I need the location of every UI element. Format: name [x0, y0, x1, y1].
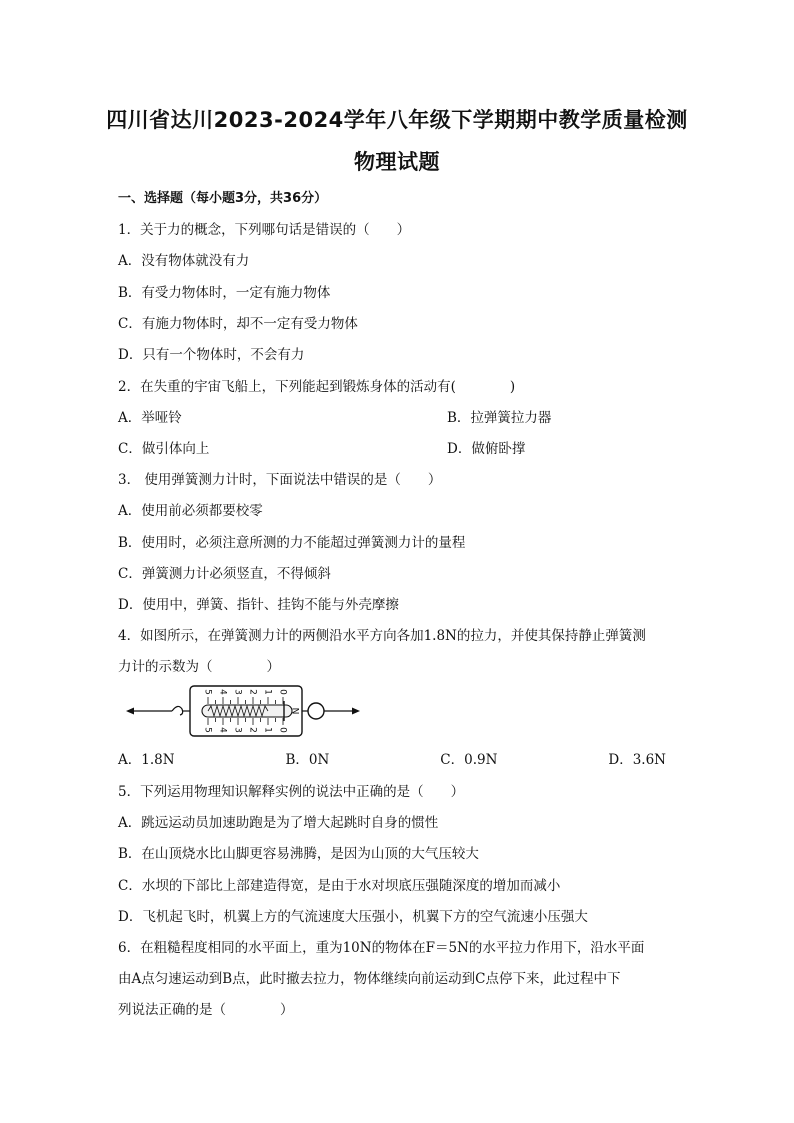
section-heading: 一、选择题（每小题3分，共36分）	[118, 191, 328, 206]
scale-label-bottom: 2	[247, 727, 258, 733]
question-5-option-b: B．在山顶烧水比山脚更容易沸腾，是因为山顶的大气压较大	[118, 846, 479, 862]
page-subtitle: 物理试题	[354, 150, 440, 174]
scale-label-top: 0	[277, 689, 288, 695]
scale-label-bottom: 4	[217, 727, 228, 733]
question-4-option-a: A．1.8N	[118, 752, 175, 768]
question-3-option-a: A．使用前必须都要校零	[118, 503, 263, 519]
question-1-option-c: C．有施力物体时，却不一定有受力物体	[118, 316, 358, 332]
scale-label-top: 5	[202, 689, 213, 695]
scale-label-top: 2	[247, 689, 258, 695]
question-4-stem-line2: 力计的示数为（ ）	[118, 659, 280, 675]
scale-label-top: 4	[217, 689, 228, 695]
question-2-option-d: D．做俯卧撑	[447, 441, 526, 457]
question-1-stem: 1．关于力的概念，下列哪句话是错误的（ ）	[118, 222, 411, 238]
question-3-option-b: B．使用时，必须注意所测的力不能超过弹簧测力计的量程	[118, 535, 466, 551]
scale-label-bottom: 1	[262, 727, 273, 733]
question-6-stem-line3: 列说法正确的是（ ）	[118, 1002, 294, 1018]
question-1-option-b: B．有受力物体时，一定有施力物体	[118, 285, 331, 301]
question-4-option-b: B．0N	[285, 752, 330, 768]
question-4-option-d: D．3.6N	[608, 752, 666, 768]
scale-label-bottom: 0	[277, 727, 288, 733]
question-5-stem: 5．下列运用物理知识解释实例的说法中正确的是（ ）	[118, 784, 465, 800]
question-1-option-d: D．只有一个物体时，不会有力	[118, 347, 305, 363]
question-5-option-c: C．水坝的下部比上部建造得宽，是由于水对坝底压强随深度的增加而减小	[118, 878, 561, 894]
hook-icon	[172, 706, 183, 715]
question-2-stem: 2．在失重的宇宙飞船上，下列能起到锻炼身体的活动有( )	[118, 379, 516, 395]
question-3-option-c: C．弹簧测力计必须竖直，不得倾斜	[118, 566, 331, 582]
scale-label-top: 1	[262, 689, 273, 695]
question-2-option-b: B．拉弹簧拉力器	[447, 410, 552, 426]
left-arrowhead-icon	[126, 708, 134, 715]
question-4-option-c: C．0.9N	[440, 752, 498, 768]
scale-label-bottom: 5	[202, 727, 213, 733]
question-2-option-a: A．举哑铃	[118, 410, 182, 426]
question-4-options	[118, 748, 666, 768]
question-6-stem-line1: 6．在粗糙程度相同的水平面上，重为10N的物体在F＝5N的水平拉力作用下，沿水平面	[118, 940, 645, 956]
page-title: 四川省达川2023-2024学年八年级下学期期中教学质量检测	[106, 108, 688, 132]
scale-label-top: 3	[232, 689, 243, 695]
question-3-option-d: D．使用中，弹簧、指针、挂钩不能与外壳摩擦	[118, 597, 399, 613]
question-2-option-c: C．做引体向上	[118, 441, 210, 457]
scale-unit-label: N	[289, 707, 300, 715]
right-arrowhead-icon	[352, 708, 360, 715]
scale-label-bottom: 3	[232, 727, 243, 733]
question-5-option-d: D．飞机起飞时，机翼上方的气流速度大压强小，机翼下方的空气流速小压强大	[118, 909, 588, 925]
question-6-stem-line2: 由A点匀速运动到B点，此时撤去拉力，物体继续向前运动到C点停下来，此过程中下	[118, 971, 621, 987]
question-1-option-a: A．没有物体就没有力	[118, 253, 250, 269]
question-3-stem: 3． 使用弹簧测力计时，下面说法中错误的是（ ）	[118, 472, 442, 488]
question-5-option-a: A．跳远运动员加速助跑是为了增大起跳时自身的惯性	[118, 815, 439, 831]
spring-scale-diagram	[124, 684, 364, 740]
question-4-stem-line1: 4．如图所示，在弹簧测力计的两侧沿水平方向各加1.8N的拉力，并使其保持静止弹簧测	[118, 628, 646, 644]
ring-icon	[308, 703, 324, 719]
